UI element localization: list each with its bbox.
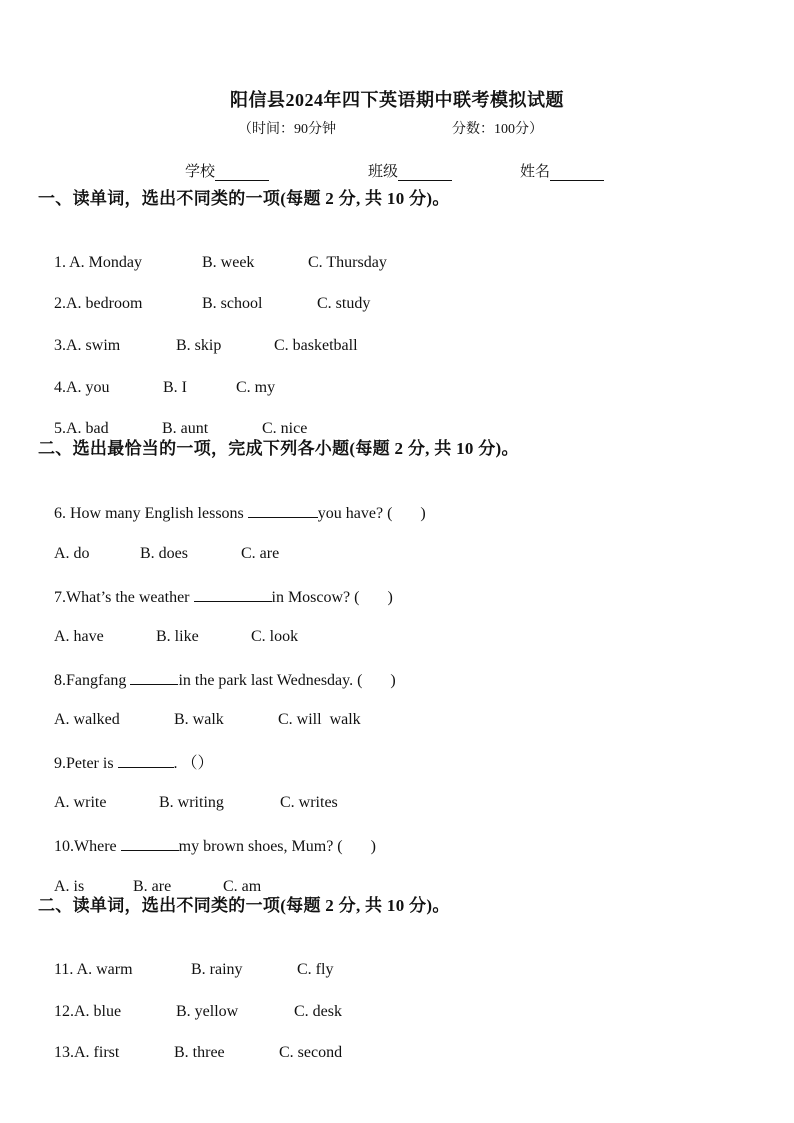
q5-option-b: B. aunt [162, 420, 209, 437]
q6-option-b: B. does [140, 545, 188, 562]
q8-answer-blank[interactable] [130, 669, 178, 685]
school-blank[interactable] [215, 166, 269, 181]
q8-option-a: A. walked [54, 711, 120, 728]
q11-option-a: 11. A. warm [54, 961, 133, 978]
q6-stem-start: 6. How many English lessons [54, 505, 248, 522]
q9-option-a: A. write [54, 794, 107, 811]
class-field [368, 160, 452, 181]
q2-option-c: C. study [317, 295, 371, 312]
section-heading-1: 一、读单词，选出不同类的一项(每题 2 分, 共 10 分)。 [38, 189, 450, 208]
q13-option-c: C. second [279, 1044, 343, 1061]
q1-option-b: B. week [202, 254, 255, 271]
question-13 [38, 1023, 342, 1083]
q5-option-c: C. nice [262, 420, 308, 437]
q10-stem-end: my brown shoes, Mum? ( ) [178, 838, 376, 855]
q7-answer-blank[interactable] [194, 586, 272, 602]
q7-option-a: A. have [54, 628, 104, 645]
exam-title: 阳信县2024年四下英语期中联考模拟试题 [230, 90, 564, 110]
name-label: 姓名 [520, 164, 551, 180]
q13-option-a: 13.A. first [54, 1044, 120, 1061]
q7-stem-end: in Moscow? ( ) [271, 589, 393, 606]
q10-stem-start: 10.Where [54, 838, 121, 855]
q11-option-b: B. rainy [191, 961, 243, 978]
q10-option-b: B. are [133, 878, 172, 895]
q6-answer-blank[interactable] [248, 502, 318, 518]
q7-option-b: B. like [156, 628, 199, 645]
q3-option-a: 3.A. swim [54, 337, 121, 354]
section-heading-3: 二、读单词，选出不同类的一项(每题 2 分, 共 10 分)。 [38, 896, 450, 915]
q3-option-b: B. skip [176, 337, 222, 354]
q10-answer-blank[interactable] [121, 835, 179, 851]
q2-option-b: B. school [202, 295, 263, 312]
q12-option-b: B. yellow [176, 1003, 239, 1020]
q8-option-b: B. walk [174, 711, 224, 728]
q9-option-b: B. writing [159, 794, 224, 811]
q5-option-a: 5.A. bad [54, 420, 109, 437]
q9-option-c: C. writes [280, 794, 338, 811]
q8-stem-start: 8.Fangfang [54, 672, 131, 689]
q13-option-b: B. three [174, 1044, 225, 1061]
q8-stem-end: in the park last Wednesday. ( ) [178, 672, 396, 689]
q8-option-c: C. will walk [278, 711, 361, 728]
q10-option-a: A. is [54, 878, 85, 895]
exam-time: （时间：90分钟 [238, 122, 336, 137]
q9-answer-blank[interactable] [118, 752, 174, 768]
exam-score: 分数：100分） [452, 122, 543, 137]
section-heading-2: 二、选出最恰当的一项，完成下列各小题(每题 2 分, 共 10 分)。 [38, 439, 519, 458]
class-blank[interactable] [398, 166, 452, 181]
q6-option-a: A. do [54, 545, 90, 562]
q12-option-a: 12.A. blue [54, 1003, 122, 1020]
q10-option-c: C. am [223, 878, 262, 895]
q2-option-a: 2.A. bedroom [54, 295, 143, 312]
q11-option-c: C. fly [297, 961, 334, 978]
q4-option-b: B. I [163, 379, 187, 396]
q1-option-a: 1. A. Monday [54, 254, 142, 271]
name-field [520, 160, 604, 181]
q6-option-c: C. are [241, 545, 280, 562]
q7-option-c: C. look [251, 628, 299, 645]
class-label: 班级 [368, 164, 399, 180]
q12-option-c: C. desk [294, 1003, 342, 1020]
q9-stem-start: 9.Peter is [54, 755, 118, 772]
q9-stem-end: . （） [173, 755, 214, 772]
q1-option-c: C. Thursday [308, 254, 387, 271]
q7-stem-start: 7.What’s the weather [54, 589, 194, 606]
q4-option-c: C. my [236, 379, 276, 396]
q3-option-c: C. basketball [274, 337, 358, 354]
name-blank[interactable] [550, 166, 604, 181]
q4-option-a: 4.A. you [54, 379, 110, 396]
q6-stem-end: you have? ( ) [317, 505, 426, 522]
school-field [185, 160, 269, 181]
school-label: 学校 [185, 164, 216, 180]
